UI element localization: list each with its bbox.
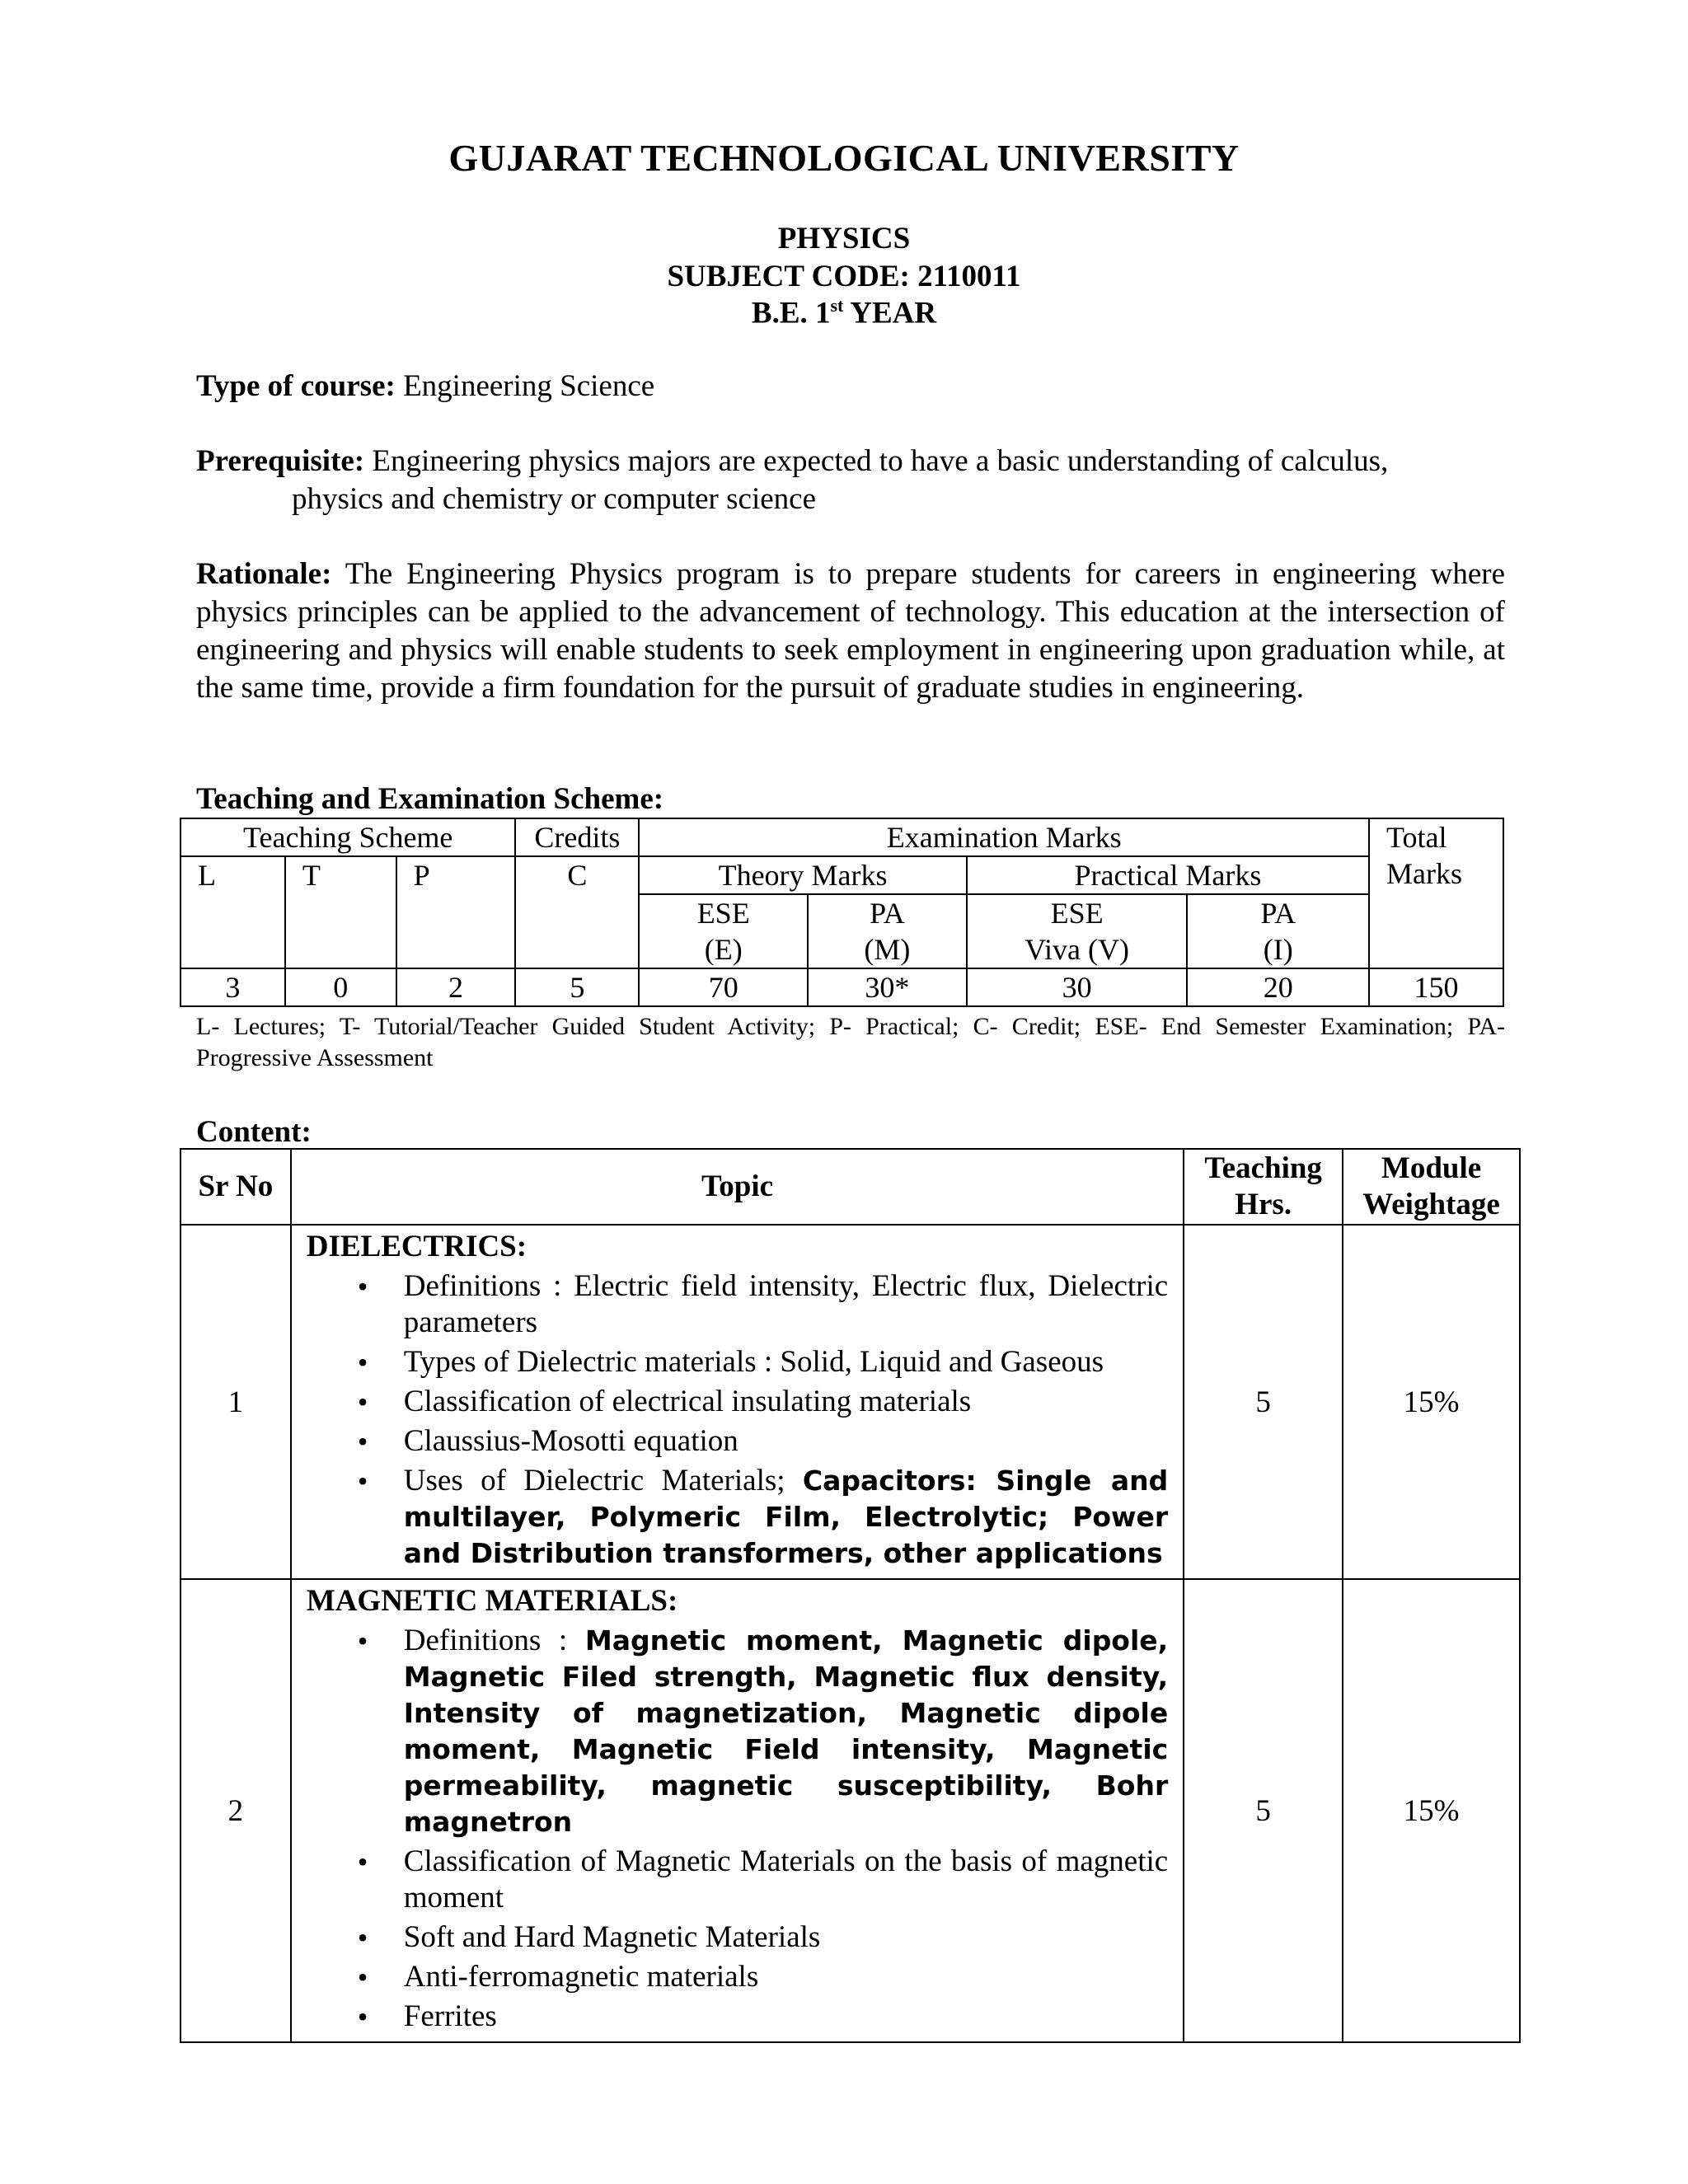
teaching-scheme-header: Teaching Scheme — [181, 818, 515, 856]
list-item-text: Definitions : — [403, 1624, 585, 1657]
subject-code: SUBJECT CODE: 2110011 — [667, 260, 1021, 293]
credits-header: Credits — [515, 818, 639, 856]
theory-marks-header: Theory Marks — [639, 856, 966, 894]
topic-title: MAGNETIC MATERIALS: — [306, 1584, 678, 1618]
topic-cell — [291, 1225, 1184, 1579]
teaching-hours: 5 — [1184, 1225, 1343, 1579]
sr-no-header: Sr No — [181, 1149, 291, 1225]
university-title: GUJARAT TECHNOLOGICAL UNIVERSITY — [448, 137, 1240, 179]
list-item-bold-text: Capacitors: Single and multilayer, Polymeric Film, Electrolytic; Power and Distribution transformers, other applications — [403, 1465, 1169, 1569]
practical-marks-header: Practical Marks — [967, 856, 1369, 894]
pa-m-line-2: (M) — [864, 933, 911, 966]
value-ese-e: 70 — [639, 968, 808, 1006]
prerequisite — [196, 443, 1505, 518]
list-item — [404, 1623, 1168, 1840]
list-item-text: Uses of Dielectric Materials; — [403, 1464, 803, 1497]
ese-v-line-2: Viva (V) — [1025, 933, 1129, 966]
list-item: • Ferrites — [404, 1999, 1168, 2035]
table-row — [181, 1225, 1520, 1579]
scheme-table — [180, 818, 1504, 1007]
list-item: • Anti-ferromagnetic materials — [404, 1959, 1168, 1995]
content-header-row — [181, 1149, 1520, 1225]
content-title: Content: — [196, 1115, 312, 1149]
total-marks-header — [1369, 818, 1503, 968]
subject-name: PHYSICS — [777, 222, 911, 255]
ese-v-header — [967, 894, 1188, 968]
rationale — [196, 555, 1505, 707]
pa-m-header — [808, 894, 967, 968]
list-item: • Soft and Hard Magnetic Materials — [404, 1919, 1168, 1956]
year-heading — [0, 295, 1688, 330]
list-item-bold-text: Magnetic moment, Magnetic dipole, Magnetic Filed strength, Magnetic flux density, Intensity of magnetization, Magnetic dipole moment, Magnetic Field intensity, Magnetic permeability, magnetic susceptibility, Bohr magnetron — [403, 1624, 1169, 1838]
prerequisite-label: Prerequisite: — [196, 444, 365, 478]
pa-i-line-1: PA — [1260, 897, 1296, 930]
course-type — [196, 368, 1505, 405]
scheme-values-row — [181, 968, 1503, 1006]
value-l: 3 — [181, 968, 285, 1006]
year-suffix: YEAR — [843, 296, 937, 330]
list-item — [404, 1463, 1168, 1572]
list-item: • Classification of Magnetic Materials on the basis of magnetic moment — [404, 1844, 1168, 1916]
sr-no: 2 — [181, 1579, 291, 2042]
pa-m-line-1: PA — [870, 897, 905, 930]
teaching-hours: 5 — [1184, 1579, 1343, 2042]
course-type-value: Engineering Science — [395, 369, 655, 403]
module-weightage: 15% — [1343, 1225, 1520, 1579]
topic-list — [307, 1268, 1168, 1572]
rationale-text: The Engineering Physics program is to prepare students for careers in engineering where physics principles can be applied to the advancement of technology. This education at the intersection of engineering and physics will enable students to seek employment in engineering upon graduation while, at the same time, provide a firm foundation for the pursuit of graduate studies in engineering. — [196, 557, 1505, 705]
weightage-header-line-1: Module — [1381, 1151, 1482, 1185]
hours-header-line-1: Teaching — [1204, 1151, 1322, 1185]
rationale-label: Rationale: — [196, 557, 332, 591]
weightage-header-line-2: Weightage — [1362, 1188, 1500, 1221]
prerequisite-text-1: Engineering physics majors are expected to have a basic understanding of calculus, — [364, 444, 1389, 478]
value-ese-v: 30 — [967, 968, 1188, 1006]
prerequisite-line-2: physics and chemistry or computer science — [292, 482, 816, 516]
value-t: 0 — [285, 968, 396, 1006]
tutorial-header: T — [285, 856, 396, 968]
list-item: • Definitions : Electric field intensity, Electric flux, Dielectric parameters — [404, 1268, 1168, 1341]
content-table — [180, 1148, 1521, 2043]
topic-list — [307, 1623, 1168, 2035]
table-row — [181, 1579, 1520, 2042]
value-pa-i: 20 — [1187, 968, 1369, 1006]
scheme-legend: L- Lectures; T- Tutorial/Teacher Guided Student Activity; P- Practical; C- Credit; ESE- End Semester Examination; PA- Progressive Assessment — [196, 1013, 1505, 1071]
ese-e-line-2: (E) — [704, 933, 743, 966]
exam-marks-header: Examination Marks — [639, 818, 1369, 856]
list-item: • Types of Dielectric materials : Solid, Liquid and Gaseous — [404, 1344, 1168, 1380]
pa-i-header — [1187, 894, 1369, 968]
credit-header: C — [515, 856, 639, 968]
topic-title: DIELECTRICS: — [306, 1230, 528, 1263]
total-marks-line-2: Marks — [1386, 857, 1463, 890]
topic-cell — [291, 1579, 1184, 2042]
practical-header: P — [396, 856, 516, 968]
list-item: • Classification of electrical insulating materials — [404, 1384, 1168, 1420]
weightage-header — [1343, 1149, 1520, 1225]
ese-e-line-1: ESE — [696, 897, 750, 930]
value-pa-m: 30* — [808, 968, 967, 1006]
year-sup: st — [830, 295, 844, 316]
pa-i-line-2: (I) — [1263, 933, 1293, 966]
module-weightage: 15% — [1343, 1579, 1520, 2042]
value-p: 2 — [396, 968, 516, 1006]
ese-v-line-1: ESE — [1050, 897, 1104, 930]
sr-no: 1 — [181, 1225, 291, 1579]
topic-header: Topic — [291, 1149, 1184, 1225]
value-total: 150 — [1369, 968, 1503, 1006]
hours-header-line-2: Hrs. — [1235, 1188, 1292, 1221]
list-item: • Claussius-Mosotti equation — [404, 1423, 1168, 1460]
year-prefix: B.E. 1 — [751, 296, 831, 330]
value-c: 5 — [515, 968, 639, 1006]
ese-e-header — [639, 894, 808, 968]
prerequisite-line-1 — [196, 443, 1505, 480]
course-type-label: Type of course: — [196, 369, 396, 403]
lecture-header: L — [181, 856, 285, 968]
scheme-title: Teaching and Examination Scheme: — [196, 782, 664, 816]
hours-header — [1184, 1149, 1343, 1225]
total-marks-line-1: Total — [1386, 821, 1447, 854]
